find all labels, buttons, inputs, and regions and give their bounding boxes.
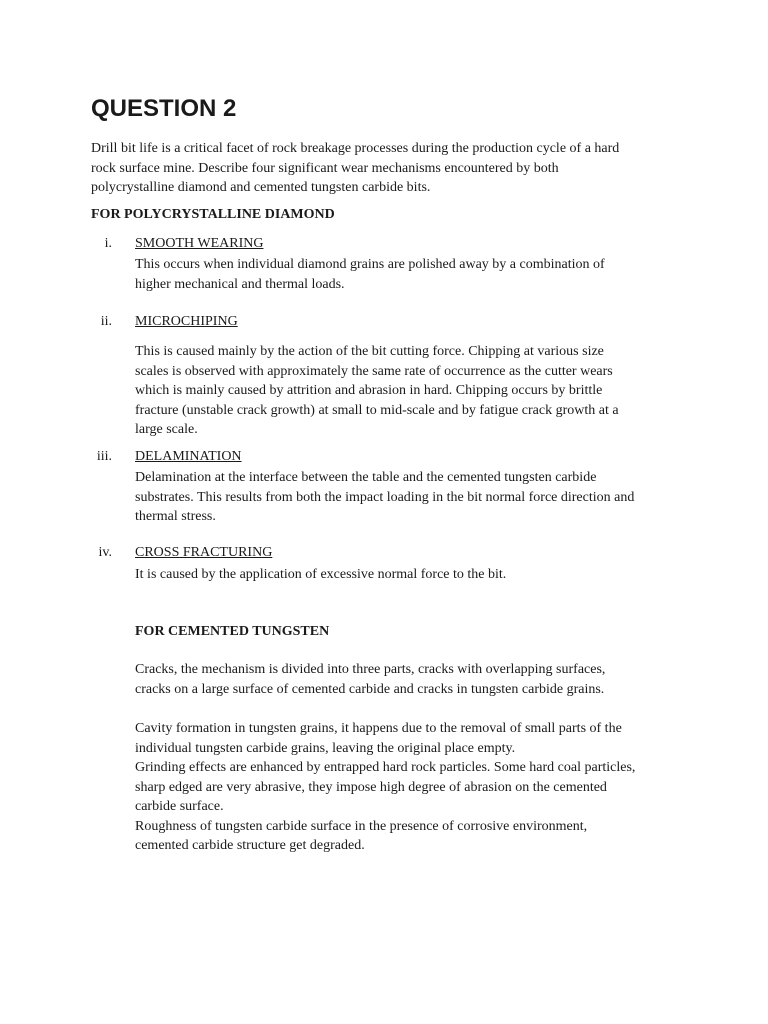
intro-paragraph bbox=[91, 139, 691, 198]
body-line: It is caused by the application of excessive normal force to the bit. bbox=[135, 567, 507, 582]
body-line: Roughness of tungsten carbide surface in the presence of corrosive environment, bbox=[135, 818, 588, 834]
item-body bbox=[135, 565, 695, 585]
item-body bbox=[135, 468, 695, 527]
body-line: substrates. This results from both the impact loading in the bit normal force direction and bbox=[135, 489, 635, 505]
item-body bbox=[135, 255, 695, 294]
body-line: Cracks, the mechanism is divided into three parts, cracks with overlapping surfaces, bbox=[135, 662, 606, 677]
item-title-smooth-wearing: SMOOTH WEARING bbox=[135, 236, 264, 251]
body-line: large scale. bbox=[135, 422, 198, 437]
body-line: cemented carbide structure get degraded. bbox=[135, 838, 365, 853]
body-line: thermal stress. bbox=[135, 509, 216, 524]
item-title-cross-fracturing: CROSS FRACTURING bbox=[135, 545, 273, 560]
body-line: carbide surface. bbox=[135, 799, 224, 814]
body-line: This occurs when individual diamond grains are polished away by a combination of bbox=[135, 257, 605, 272]
body-line: Cavity formation in tungsten grains, it happens due to the removal of small parts of the bbox=[135, 721, 622, 736]
body-line: Delamination at the interface between the table and the cemented tungsten carbide bbox=[135, 470, 597, 485]
item-title-delamination: DELAMINATION bbox=[135, 449, 242, 464]
body-line: individual tungsten carbide grains, leaving the original place empty. bbox=[135, 740, 516, 756]
intro-line: Drill bit life is a critical facet of rock breakage processes during the production cycle of a hard bbox=[91, 141, 620, 156]
item-numeral: iii. bbox=[96, 449, 112, 464]
body-line: scales is observed with approximately the same rate of occurrence as the cutter wears bbox=[135, 363, 613, 379]
pcd-heading: FOR POLYCRYSTALLINE DIAMOND bbox=[91, 207, 335, 222]
item-numeral: iv. bbox=[98, 545, 112, 560]
item-body bbox=[135, 342, 695, 440]
ct-heading: FOR CEMENTED TUNGSTEN bbox=[135, 624, 330, 639]
item-numeral: ii. bbox=[100, 314, 112, 329]
body-line: sharp edged are very abrasive, they impose high degree of abrasion on the cemented bbox=[135, 779, 607, 795]
body-line: cracks on a large surface of cemented carbide and cracks in tungsten carbide grains. bbox=[135, 681, 605, 697]
body-line: Grinding effects are enhanced by entrapped hard rock particles. Some hard coal particles, bbox=[135, 760, 636, 775]
ct-paragraph-mechanisms bbox=[135, 719, 695, 856]
item-title-microchiping: MICROCHIPING bbox=[135, 314, 238, 329]
body-line: fracture (unstable crack growth) at small to mid-scale and by fatigue crack growth at a bbox=[135, 402, 619, 418]
intro-line: rock surface mine. Describe four significant wear mechanisms encountered by both bbox=[91, 160, 559, 176]
ct-paragraph-cracks bbox=[135, 660, 695, 699]
body-line: which is mainly caused by attrition and abrasion in hard. Chipping occurs by brittle bbox=[135, 383, 603, 398]
question-title: QUESTION 2 bbox=[91, 95, 237, 122]
body-line: higher mechanical and thermal loads. bbox=[135, 276, 345, 292]
body-line: This is caused mainly by the action of the bit cutting force. Chipping at various size bbox=[135, 344, 604, 359]
item-numeral: i. bbox=[104, 236, 112, 251]
intro-line: polycrystalline diamond and cemented tungsten carbide bits. bbox=[91, 180, 431, 195]
